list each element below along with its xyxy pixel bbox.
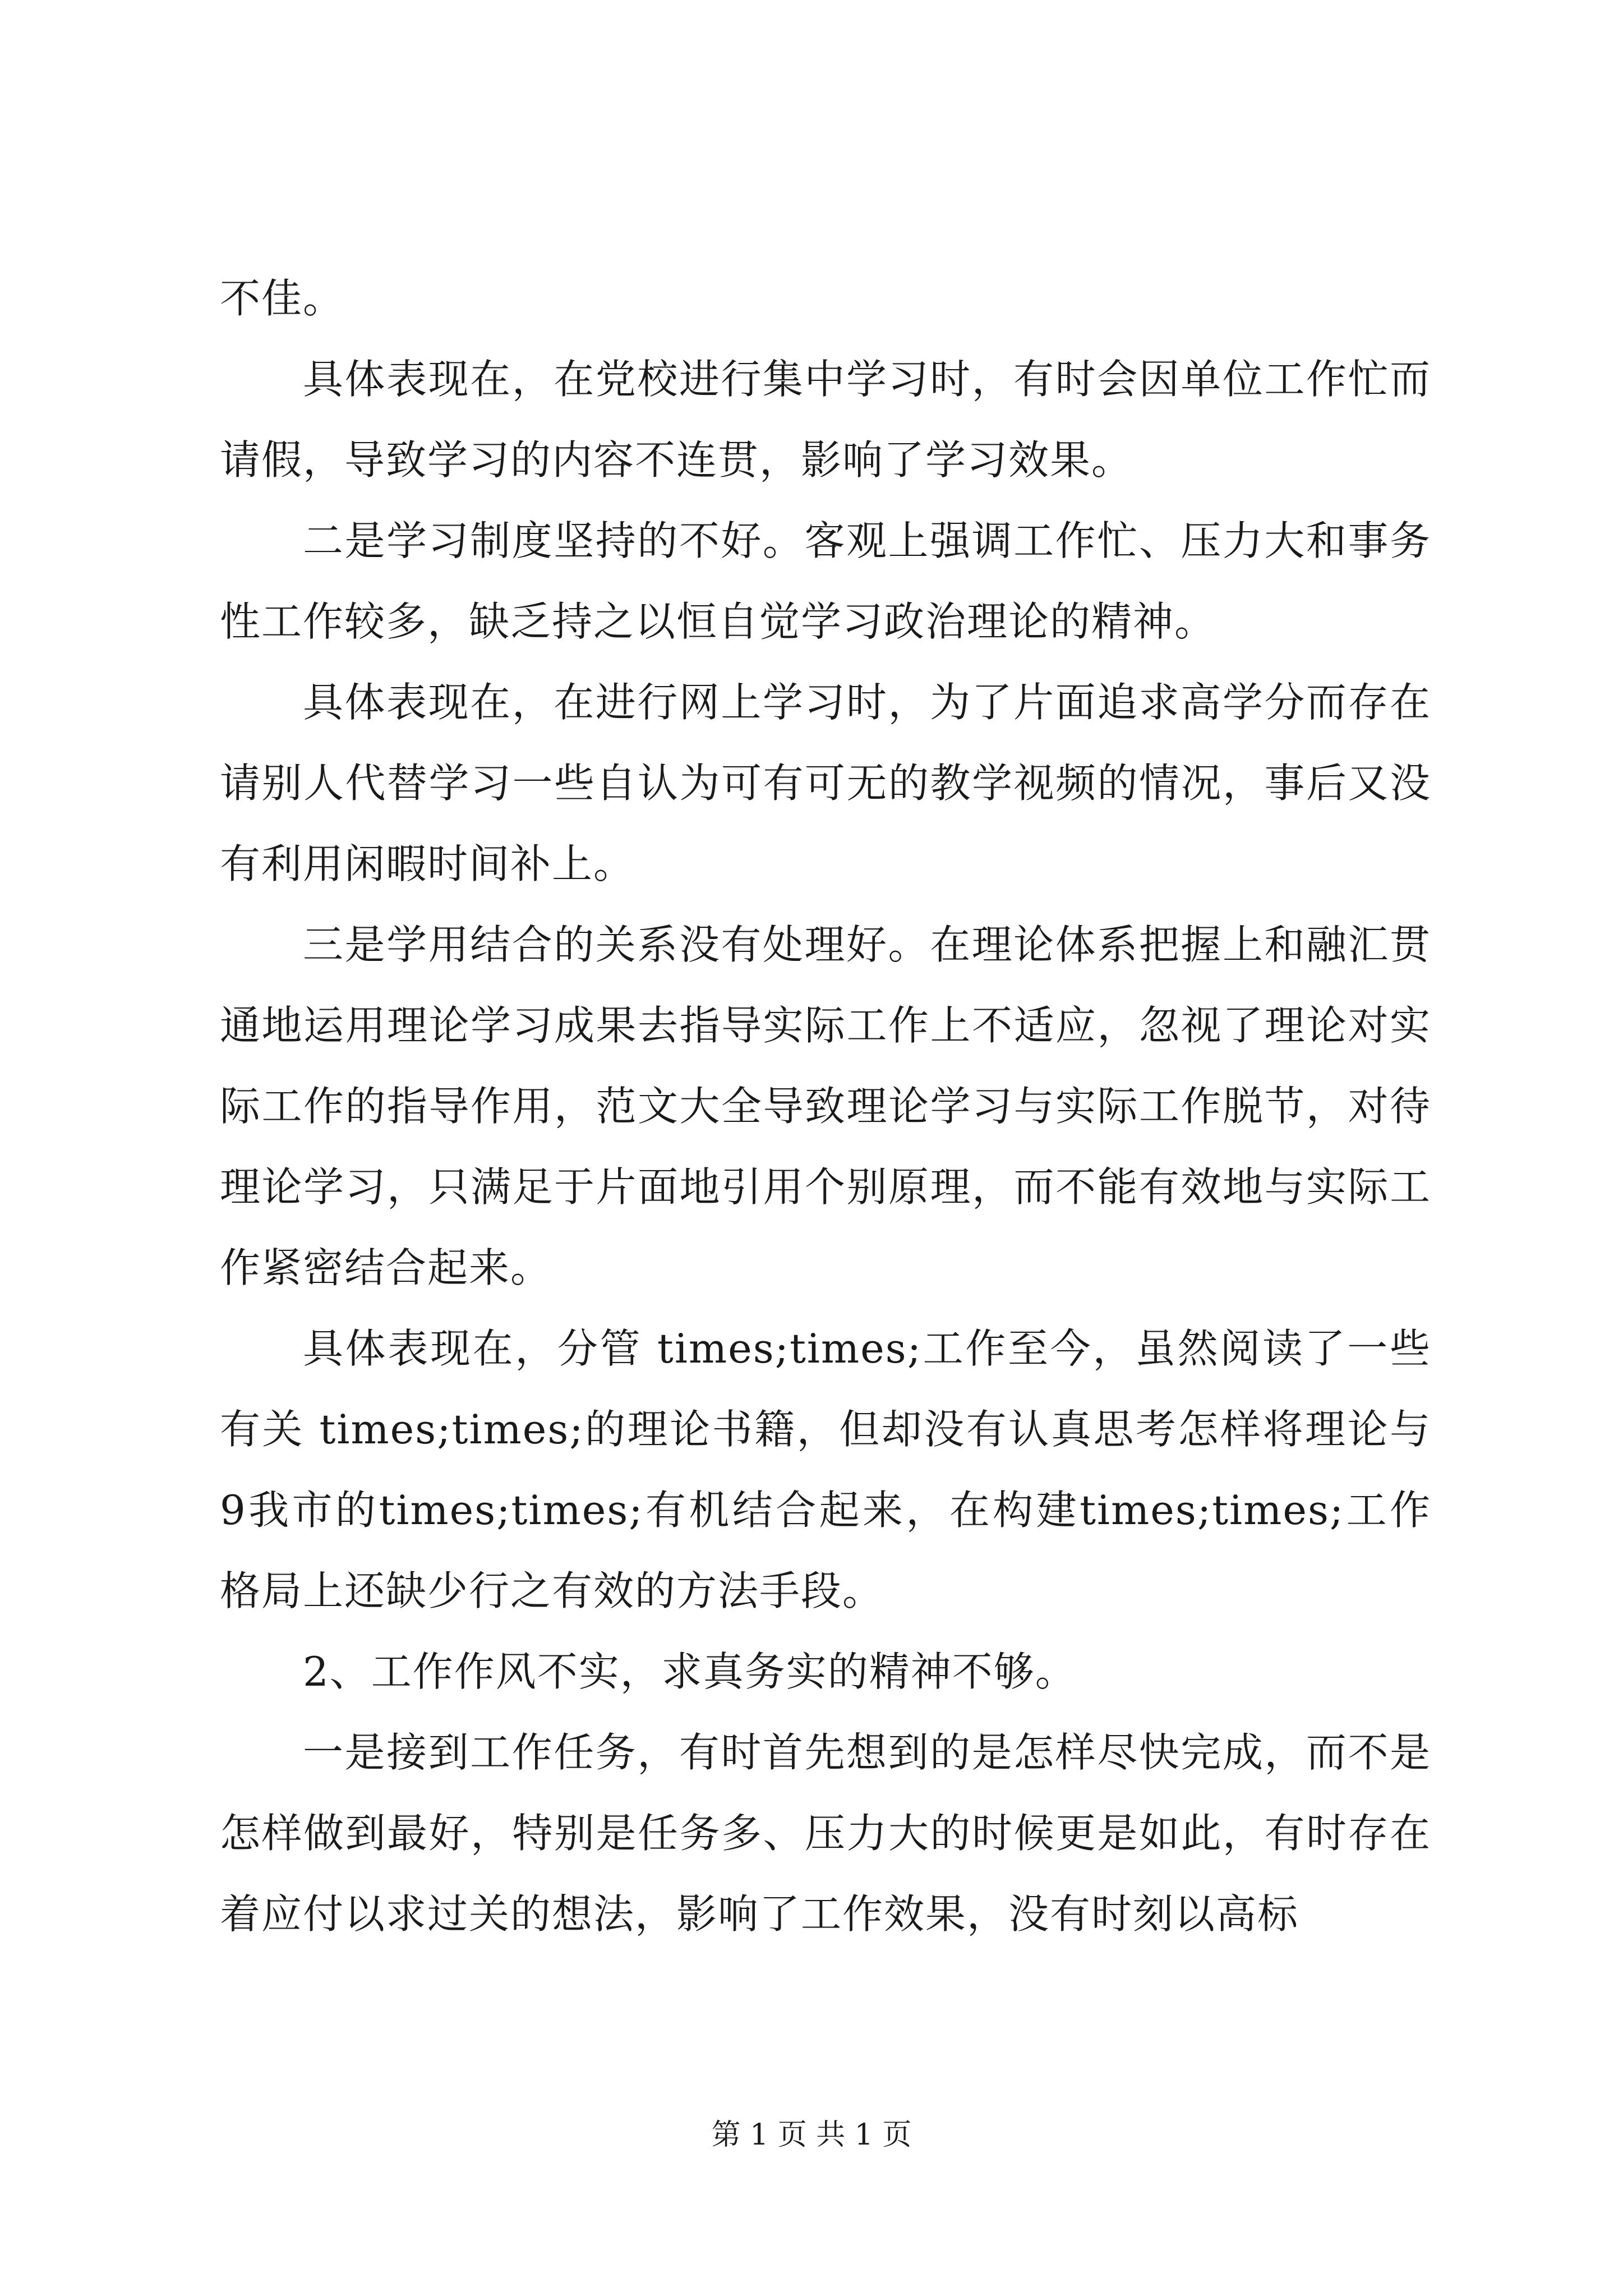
paragraph-4: 具体表现在，在进行网上学习时，为了片面追求高学分而存在请别人代替学习一些自认为可有可无的教学视频的情况，事后又没有利用闲暇时间补上。 xyxy=(220,679,1431,887)
page-footer: 第 1 页 共 1 页 xyxy=(711,2118,912,2152)
paragraph-1: 不佳。 xyxy=(220,275,345,322)
paragraph-5: 三是学用结合的关系没有处理好。在理论体系把握上和融汇贯通地运用理论学习成果去指导实际工作上不适应，忽视了理论对实际工作的指导作用，范文大全导致理论学习与实际工作脱节，对待理论学习，只满足于片面地引用个别原理，而不能有效地与实际工作紧密结合起来。 xyxy=(220,921,1431,1291)
paragraph-8: 一是接到工作任务，有时首先想到的是怎样尽快完成，而不是怎样做到最好，特别是任务多、压力大的时候更是如此，有时存在着应付以求过关的想法，影响了工作效果，没有时刻以高标 xyxy=(220,1729,1431,1938)
document-body xyxy=(220,258,1431,1954)
paragraph-3: 二是学习制度坚持的不好。客观上强调工作忙、压力大和事务性工作较多，缺乏持之以恒自觉学习政治理论的精神。 xyxy=(220,517,1431,645)
paragraph-2: 具体表现在，在党校进行集中学习时，有时会因单位工作忙而请假，导致学习的内容不连贯，影响了学习效果。 xyxy=(220,356,1431,484)
paragraph-7: 2、工作作风不实，求真务实的精神不够。 xyxy=(303,1648,1077,1695)
paragraph-6: 具体表现在，分管 times;times;工作至今，虽然阅读了一些有关 times;times;的理论书籍，但却没有认真思考怎样将理论与9我市的times;times;有机结合起来，在构建times;times;工作格局上还缺少行之有效的方法手段。 xyxy=(220,1325,1431,1614)
